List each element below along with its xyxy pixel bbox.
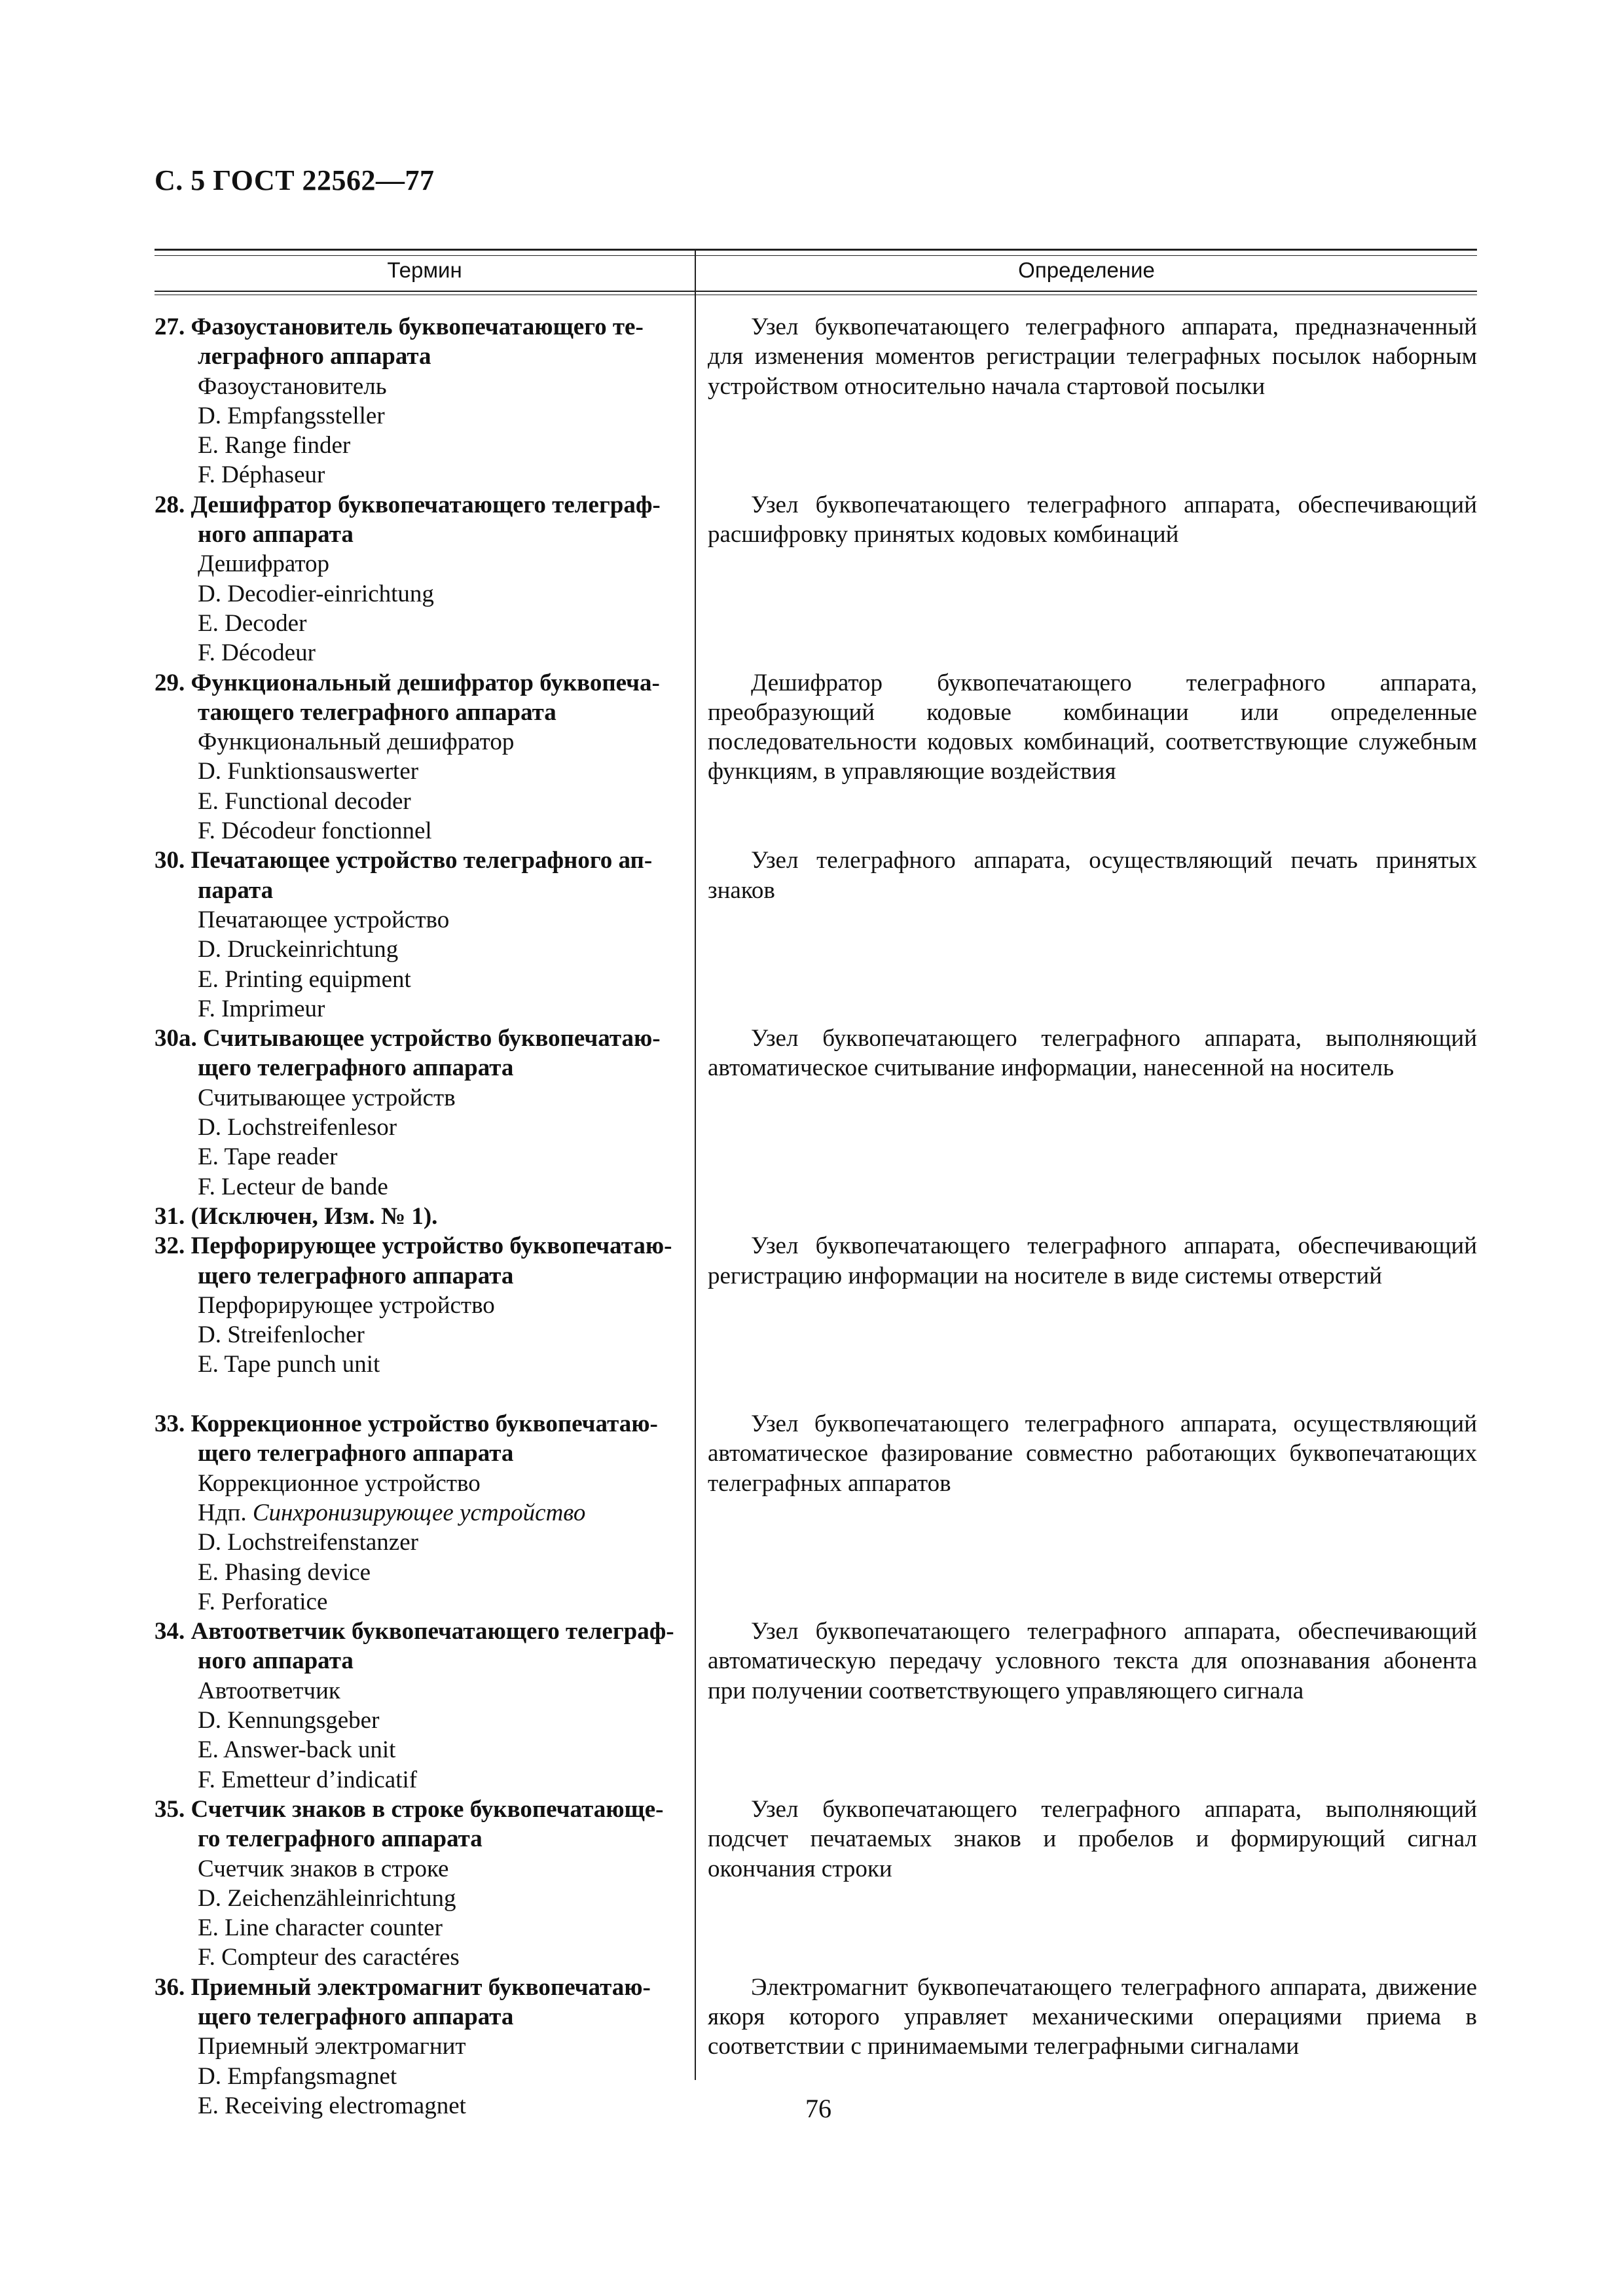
definition-text: Дешифратор буквопечатающего телеграфного аппарата, преобразующий кодовые комбинации или определенные последовательности кодовых комбинаций, соответствующие служебным функциям, в управляющие воздействия	[708, 669, 1477, 785]
definition-text: Узел буквопечатающего телеграфного аппарата, обеспечивающий регистрацию информации на носителе в виде системы отверстий	[708, 1232, 1477, 1289]
term-cell	[155, 1617, 678, 1795]
column-header-definition: Определение	[1018, 258, 1155, 282]
short-term: Перфорирующее устройство	[198, 1291, 495, 1319]
translation: F. Imprimeur	[198, 995, 325, 1022]
translation: F. Décodeur	[198, 639, 316, 667]
translation: E. Tape punch unit	[198, 1351, 380, 1378]
translation: D. Empfangsmagnet	[198, 2062, 397, 2090]
translation: D. Zeichenzählеinrichtung	[198, 1884, 456, 1912]
table-top-rule-thin	[155, 255, 1477, 256]
definition-cell	[708, 1231, 1477, 1291]
term-title-cont: ного аппарата	[198, 521, 354, 548]
definition-text: Узел буквопечатающего телеграфного аппарата, выполняющий подсчет печатаемых знаков и пробелов и формирующий сигнал окончания строки	[708, 1796, 1477, 1882]
term-title-cont: щего телеграфного аппарата	[198, 1440, 514, 1467]
definition-text: Узел буквопечатающего телеграфного аппарата, предназначенный для изменения моментов регистрации телеграфных посылок наборным устройством относительно начала стартовой посылки	[708, 314, 1477, 400]
short-term: Печатающее устройство	[198, 906, 450, 933]
translation: D. Empfangssteller	[198, 402, 385, 429]
term-title-cont: го телеграфного аппарата	[198, 1825, 483, 1853]
term-title-cont: тающего телеграфного аппарата	[198, 698, 556, 726]
term-title: 35. Счетчик знаков в строке буквопечатающе-	[155, 1796, 664, 1823]
definition-cell	[708, 490, 1477, 550]
deprecated-term	[155, 1498, 678, 1528]
term-title: 36. Приемный электромагнит буквопечатаю-	[155, 1973, 651, 2001]
definition-cell	[708, 1795, 1477, 1884]
short-term: Приемный электромагнит	[198, 2033, 466, 2060]
term-title-cont: щего телеграфного аппарата	[198, 1054, 514, 1082]
term-title: 31. (Исключен, Изм. № 1).	[155, 1203, 438, 1230]
translation: E. Line character counter	[198, 1914, 443, 1942]
short-term: Автоответчик	[198, 1677, 340, 1704]
short-term: Дешифратор	[198, 550, 330, 578]
definition-cell	[708, 668, 1477, 787]
term-cell	[155, 668, 678, 846]
translation: E. Decoder	[198, 609, 307, 637]
term-cell	[155, 1024, 678, 1202]
term-cell	[155, 846, 678, 1024]
translation: D. Streifenlocher	[198, 1321, 365, 1349]
definition-text: Узел буквопечатающего телеграфного аппарата, обеспечивающий автоматическую передачу условного текста для опознавания абонента при получении соответствующего управляющего сигнала	[708, 1618, 1477, 1704]
definition-cell	[708, 1617, 1477, 1706]
term-cell	[155, 312, 678, 490]
term-cell	[155, 490, 678, 668]
term-title: 28. Дешифратор буквопечатающего телеграф-	[155, 491, 661, 518]
definition-text: Узел буквопечатающего телеграфного аппарата, обеспечивающий расшифровку принятых кодовых комбинаций	[708, 491, 1477, 548]
term-title: 27. Фазоустановитель буквопечатающего те-	[155, 314, 644, 340]
term-title: 30а. Считывающее устройство буквопечатаю-	[155, 1025, 661, 1052]
deprecated-prefix: Ндп.	[198, 1499, 247, 1526]
translation: E. Functional decoder	[198, 787, 411, 815]
translation: F. Compteur des caractéres	[198, 1944, 460, 1971]
translation: D. Decodier-einrichtung	[198, 580, 434, 607]
header-bottom-rule	[155, 291, 1477, 292]
translation: F. Décodeur fonctionnel	[198, 817, 432, 845]
term-title-cont: щего телеграфного аппарата	[198, 1262, 514, 1289]
translation: E. Answer-back unit	[198, 1736, 396, 1764]
term-cell	[155, 1409, 678, 1617]
deprecated-term-text: Синхронизирующее устройство	[252, 1499, 586, 1526]
translation: F. Perforatice	[198, 1588, 328, 1615]
term-title: 33. Коррекционное устройство буквопечатаю-	[155, 1410, 658, 1438]
term-title: 29. Функциональный дешифратор буквопеча-	[155, 669, 660, 696]
term-cell	[155, 1973, 678, 2121]
short-term: Считывающее устройств	[198, 1084, 456, 1111]
term-title-cont: парата	[198, 876, 274, 904]
definition-cell	[708, 846, 1477, 905]
term-title-cont: леграфного аппарата	[198, 343, 431, 370]
translation: E. Tape reader	[198, 1143, 338, 1171]
term-cell	[155, 1795, 678, 1973]
definition-text: Узел телеграфного аппарата, осуществляющий печать принятых знаков	[708, 847, 1477, 904]
page-number: 76	[805, 2094, 831, 2123]
short-term: Коррекционное устройство	[198, 1469, 481, 1497]
term-title: 30. Печатающее устройство телеграфного ап-	[155, 847, 653, 874]
short-term: Функциональный дешифратор	[198, 728, 515, 756]
translation: D. Kennungsgeber	[198, 1707, 380, 1734]
definition-text: Узел буквопечатающего телеграфного аппарата, выполняющий автоматическое считывание информации, нанесенной на носитель	[708, 1025, 1477, 1082]
translation: F. Emetteur d’indicatif	[198, 1766, 418, 1793]
definition-cell	[708, 312, 1477, 401]
translation: E. Printing equipment	[198, 965, 411, 993]
term-title: 34. Автоответчик буквопечатающего телеграф-	[155, 1618, 674, 1645]
short-term: Фазоустановитель	[198, 372, 387, 400]
definition-text: Узел буквопечатающего телеграфного аппарата, осуществляющий автоматическое фазирование совместно работающих буквопечатающих телеграфных аппаратов	[708, 1410, 1477, 1497]
definition-text: Электромагнит буквопечатающего телеграфного аппарата, движение якоря которого управляет механическими операциями приема в соответствии с принимаемыми телеграфными сигналами	[708, 1973, 1477, 2060]
definition-cell	[708, 1024, 1477, 1083]
translation: D. Funktionsauswerter	[198, 758, 419, 785]
page-header: С. 5 ГОСТ 22562—77	[155, 164, 435, 196]
term-title-cont: ного аппарата	[198, 1647, 354, 1675]
short-term: Счетчик знаков в строке	[198, 1855, 449, 1882]
column-header-term: Термин	[387, 258, 462, 282]
translation: F. Lecteur de bande	[198, 1173, 388, 1200]
translation: D. Lochstreifenlesor	[198, 1114, 397, 1141]
translation: E. Receiving electromagnet	[198, 2092, 466, 2119]
column-divider	[695, 249, 696, 2080]
translation: F. Déphaseur	[198, 461, 325, 489]
translation: E. Range finder	[198, 432, 351, 459]
definition-cell	[708, 1409, 1477, 1498]
definition-cell	[708, 1973, 1477, 2062]
term-title-cont: щего телеграфного аппарата	[198, 2003, 514, 2031]
translation: E. Phasing device	[198, 1558, 371, 1586]
translation: D. Lochstreifenstanzer	[198, 1529, 418, 1556]
term-cell	[155, 1202, 678, 1231]
table-top-rule	[155, 249, 1477, 251]
translation: D. Druckeinrichtung	[198, 936, 399, 963]
term-title: 32. Перфорирующее устройство буквопечатаю-	[155, 1232, 672, 1260]
term-cell	[155, 1231, 678, 1379]
